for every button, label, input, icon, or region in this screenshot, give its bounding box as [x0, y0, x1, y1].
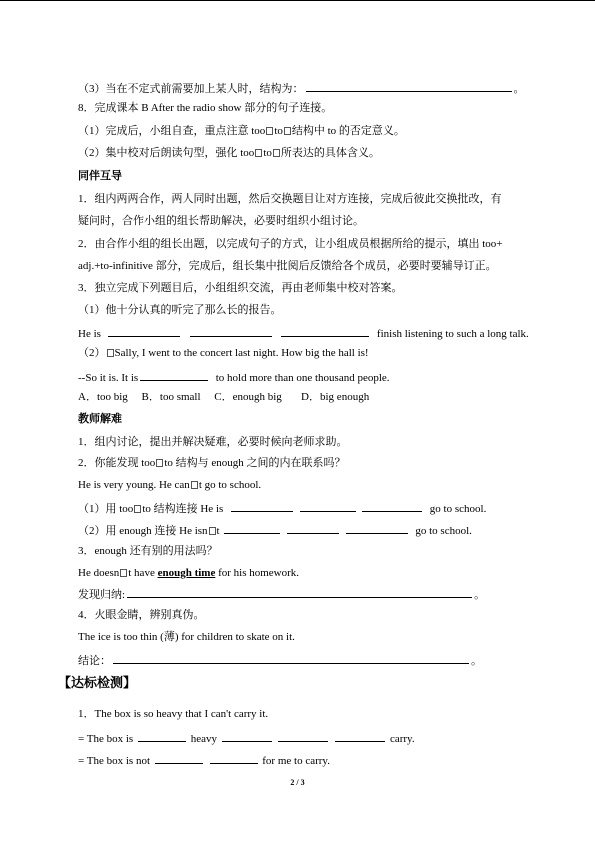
text: carry. [389, 733, 415, 745]
text: to 结构连接 He is [142, 503, 224, 515]
answer-blank[interactable] [222, 730, 272, 742]
text: 。 [471, 655, 482, 667]
text: The ice is too thin (薄) for children to skate on it. [78, 631, 295, 643]
text: 1．组内两两合作，两人同时出题，然后交换题目让对方连接，完成后彼此交换批改，有 [78, 193, 502, 205]
text: to 结构与 enough 之间的内在联系吗？ [164, 457, 346, 469]
box-glyph [107, 349, 114, 357]
answer-blank[interactable] [335, 730, 385, 742]
text: 结构中 to 的否定意义。 [291, 125, 405, 137]
text: 3．enough 还有别的用法吗？ [78, 545, 218, 557]
text: t [216, 525, 220, 537]
text-line [78, 192, 502, 206]
answer-blank[interactable] [140, 369, 208, 381]
text-line [78, 124, 405, 138]
text: 同伴互导 [78, 170, 122, 182]
answer-blank[interactable] [362, 500, 422, 512]
text: He is very young. He can [78, 479, 190, 491]
text: Sally, I went to the concert last night. How big the hall is! [114, 347, 369, 359]
text-line [78, 80, 525, 96]
box-glyph [191, 481, 198, 489]
text-line [78, 630, 295, 644]
text: 2．你能发现 too [78, 457, 156, 469]
section-heading [78, 169, 122, 183]
text-line [78, 522, 472, 538]
text: （2）用 enough 连接 He isn [78, 525, 208, 537]
answer-blank[interactable] [210, 752, 258, 764]
box-glyph [266, 127, 273, 135]
text-line [78, 566, 299, 580]
text: go to school. [429, 503, 487, 515]
text-line [78, 303, 282, 317]
text: （1）完成后，小组自查，重点注意 too [78, 125, 266, 137]
box-glyph [156, 459, 163, 467]
text: --So it is. It is [78, 372, 139, 384]
text: （3）当在不定式前需要加上某人时，结构为： [78, 83, 304, 95]
text-line [78, 346, 369, 360]
text: 4．火眼金睛，辨别真伪。 [78, 609, 205, 621]
answer-blank[interactable] [287, 522, 339, 534]
text: 结论： [78, 655, 111, 667]
text-line [78, 478, 261, 492]
answer-blank[interactable] [281, 325, 369, 337]
text: = The box is [78, 733, 134, 745]
text-line [78, 325, 529, 341]
text: A．too big B．too small C．enough big D．big enough [78, 391, 370, 403]
text-line [78, 456, 346, 470]
box-glyph [273, 149, 280, 157]
top-rule [0, 0, 595, 1]
text: heavy [190, 733, 217, 745]
answer-blank[interactable] [113, 652, 469, 664]
answer-blank[interactable] [346, 522, 408, 534]
text-line [78, 730, 415, 746]
answer-blank[interactable] [224, 522, 280, 534]
text: He doesn [78, 567, 120, 579]
text: 【达标检测】 [58, 675, 137, 690]
text-line [78, 146, 380, 160]
text-line [78, 101, 332, 115]
answer-blank[interactable] [155, 752, 203, 764]
text: adj.+to-infinitive 部分，完成后，组长集中批阅后反馈给各个成员，必要时要辅导订正。 [78, 260, 497, 272]
options-line [78, 390, 369, 404]
box-glyph [209, 527, 216, 535]
text: 疑问时，合作小组的组长帮助解决，必要时组织小组讨论。 [78, 215, 364, 227]
text: 2．由合作小组的组长出题，以完成句子的方式，让小组成员根据所给的提示，填出 too+ [78, 238, 503, 250]
section-heading [78, 412, 122, 426]
text: finish listening to such a long talk. [376, 328, 529, 340]
text: for me to carry. [262, 755, 330, 767]
text-line [78, 544, 218, 558]
answer-blank[interactable] [127, 586, 472, 598]
text: （1）用 too [78, 503, 134, 515]
text: 3．独立完成下列题目后，小组组织交流，再由老师集中校对答案。 [78, 282, 403, 294]
text-line [78, 608, 205, 622]
answer-blank[interactable] [278, 730, 328, 742]
answer-blank[interactable] [300, 500, 356, 512]
text: t have [128, 567, 158, 579]
text: 教师解难 [78, 413, 122, 425]
answer-blank[interactable] [306, 80, 512, 92]
text: 。 [513, 83, 525, 95]
answer-blank[interactable] [190, 325, 272, 337]
text: （1）他十分认真的听完了那么长的报告。 [78, 304, 282, 316]
text: for his homework. [215, 567, 300, 579]
underlined-phrase: enough time [157, 567, 216, 579]
box-glyph [255, 149, 262, 157]
text: to [263, 147, 272, 159]
text: 8．完成课本 B After the radio show 部分的句子连接。 [78, 102, 333, 114]
text-line [78, 259, 497, 273]
text: 发现归纳: [78, 589, 126, 601]
text: 1．The box is so heavy that I can't carry it. [78, 708, 269, 720]
section-heading [58, 675, 136, 691]
text-line [78, 214, 364, 228]
box-glyph [134, 505, 141, 513]
text-line [78, 707, 268, 721]
answer-blank[interactable] [138, 730, 186, 742]
text-line [78, 281, 403, 295]
text-line [78, 752, 330, 768]
text-line [78, 369, 390, 385]
text: to [274, 125, 283, 137]
text: 1．组内讨论，提出并解决疑难，必要时候向老师求助。 [78, 436, 348, 448]
text: = The box is not [78, 755, 150, 767]
text: 所表达的具体含义。 [280, 147, 380, 159]
text: t go to school. [198, 479, 262, 491]
text: go to school. [415, 525, 472, 537]
text-line [78, 500, 486, 516]
box-glyph [284, 127, 291, 135]
text: （2） [78, 347, 106, 359]
text-line [78, 586, 485, 602]
text: （2）集中校对后朗读句型，强化 too [78, 147, 255, 159]
box-glyph [120, 569, 127, 577]
text: 。 [474, 589, 486, 601]
text: He is [78, 328, 101, 340]
page-number: 2 / 3 [290, 778, 305, 787]
text: to hold more than one thousand people. [215, 372, 390, 384]
text-line [78, 237, 503, 251]
text-line [78, 652, 482, 668]
answer-blank[interactable] [231, 500, 293, 512]
text-line [78, 435, 348, 449]
answer-blank[interactable] [108, 325, 180, 337]
